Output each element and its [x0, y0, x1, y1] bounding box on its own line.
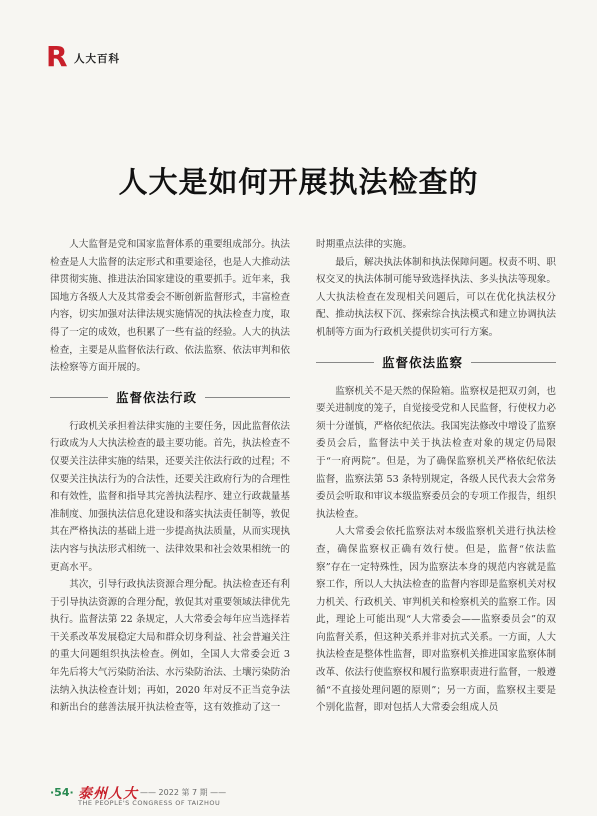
- paragraph: 其次，引导行政执法资源合理分配。执法检查还有利于引导执法资源的合理分配，敦促其对重要领域法律优先执行。监督法第 22 条规定，人大常委会每年应当选择若干关系改革发展稳定大局和群众切身利益、社会普遍关注的重大问题组织执法检查。例如，全国人大常委会近 3 年先后将大气污染防治法、水污染防治法、土壤污染防治法纳入执法检查计划；再如，2020 年对反不正当竞争法和新出台的慈善法展开执法检查等，这有效推动了这一: [50, 579, 290, 714]
- magazine-english-name: THE PEOPLE'S CONGRESS OF TAIZHOU: [78, 799, 221, 807]
- issue-label: —— 2022 第 7 期 ——: [140, 788, 227, 797]
- article-title: 人大是如何开展执法检查的: [118, 165, 479, 199]
- section-title-admin: 监督依法行政: [116, 389, 198, 405]
- heading-rule-right: [205, 397, 290, 398]
- paragraph: 行政机关承担着法律实施的主要任务，因此监督依法行政成为人大执法检查的最主要功能。首先，执法检查不仅要关注法律实施的结果，还要关注依法行政的过程；不仅要关注执法行为的合法性，还要关注政府行为的合理性和有效性，监督和指导其完善执法程序、建立行政裁量基准制度、加强执法信息化建设和落实执法责任制等，敦促其在严格执法的基础上进一步提高执法质量，从而实现执法内容与执法形式相统一、法律效果和社会效果相统一的更高水平。: [50, 420, 290, 573]
- heading-rule-left: [50, 397, 108, 398]
- page-footer: [50, 784, 310, 806]
- paragraph-continued: 时期重点法律的实施。: [316, 239, 412, 250]
- intro-paragraph: 人大监督是党和国家监督体系的重要组成部分。执法检查是人大监督的法定形式和重要途径，也是人大推动法律贯彻实施、推进法治国家建设的重要抓手。近年来，我国地方各级人大及其常委会不断创新监督形式，丰富检查内容，切实加强对法律法规实施情况的执法检查力度，取得了一定的成效，也积累了一些有益的经验。人大的执法检查，主要是从监督依法行政、依法监察、依法审判和依法检察等方面开展的。: [50, 239, 290, 374]
- section-heading-supervision: [316, 353, 556, 373]
- section-heading-admin: [50, 388, 290, 408]
- paragraph: 最后，解决执法体制和执法保障问题。权责不明、职权交叉的执法体制可能导致选择执法、多头执法等现象。人大执法检查在发现相关问题后，可以在优化执法权分配、推动执法权下沉、探索综合执法模式和建立协调执法机制等方面为行政机关提供切实可行方案。: [316, 256, 556, 338]
- page-number: ·54·: [50, 786, 74, 799]
- paragraph: 人大常委会依托监察法对本级监察机关进行执法检查，确保监察权正确有效行使。但是，监督“依法监察”存在一定特殊性，因为监察法本身的规范内容就是监察工作，所以人大执法检查的监督内容即是监察机关对权力机关、行政机关、审判机关和检察机关的监察工作。因此，理论上可能出现“人大常委会——监察委员会”的双向监督关系，但这种关系并非对抗式关系。一方面，人大执法检查是整体性监督，即对监察机关推进国家监察体制改革、依法行使监察权和履行监察职责进行监督，一般遵循“不直接处理问题的原则”；另一方面，监察权主要是个别化监督，即对包括人大常委会组成人员: [316, 526, 556, 714]
- left-column: [50, 236, 290, 717]
- column-name: 人大百科: [74, 53, 120, 65]
- heading-rule-right: [471, 362, 556, 363]
- section-title-supervision: 监督依法监察: [382, 354, 464, 370]
- logo-r-icon: R: [46, 40, 68, 73]
- column-header: [46, 42, 246, 72]
- heading-rule-left: [316, 362, 374, 363]
- right-column: [316, 236, 556, 717]
- magazine-logo: 泰州人大: [78, 786, 138, 802]
- paragraph: 监察机关不是天然的保险箱。监察权是把双刃剑，也要关进制度的笼子，自觉接受党和人民监督，行使权力必须十分谨慎，严格依纪依法。我国宪法修改中增设了监察委员会后，监督法中关于执法检查对象的规定仍局限于“一府两院”。但是，为了确保监察机关严格依纪依法监督，监察法第 53 条特别规定，各级人民代表大会常务委员会听取和审议本级监察委员会的专项工作报告，组织执法检查。: [316, 385, 556, 520]
